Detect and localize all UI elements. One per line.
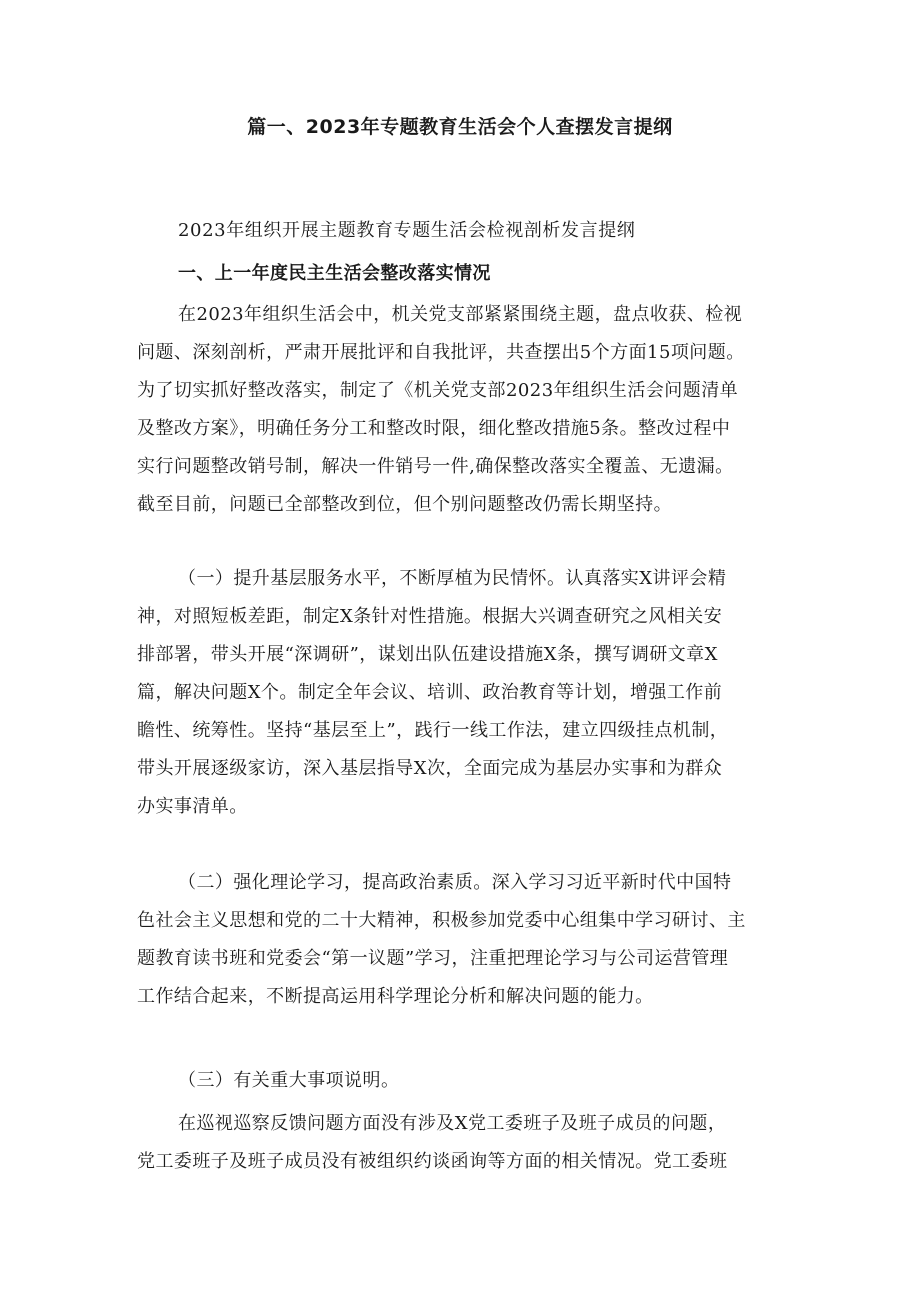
paragraph-line: （一）提升基层服务水平，不断厚植为民情怀。认真落实X讲评会精 [178, 568, 727, 589]
paragraph-item-3 [137, 1062, 787, 1100]
paragraph-line: 为了切实抓好整改落实，制定了《机关党支部2023年组织生活会问题清单 [137, 380, 739, 401]
document-title: 篇一、2023年专题教育生活会个人查摆发言提纲 [247, 116, 673, 138]
paragraph-line: 篇，解决问题X个。制定全年会议、培训、政治教育等计划，增强工作前 [137, 682, 723, 703]
paragraph-line: 题教育读书班和党委会“第一议题”学习，注重把理论学习与公司运营管理 [137, 948, 729, 969]
document-subtitle: 2023年组织开展主题教育专题生活会检视剖析发言提纲 [178, 220, 636, 241]
paragraph-line: 实行问题整改销号制，解决一件销号一件,确保整改落实全覆盖、无遗漏。 [137, 456, 734, 477]
paragraph-rectification [137, 296, 787, 524]
paragraph-line: 截至目前，问题已全部整改到位，但个别问题整改仍需长期坚持。 [137, 494, 673, 515]
paragraph-line: （二）强化理论学习，提高政治素质。深入学习习近平新时代中国特 [178, 872, 732, 893]
paragraph-line: 及整改方案》，明确任务分工和整改时限，细化整改措施5条。整改过程中 [137, 418, 731, 439]
paragraph-item-2 [137, 864, 787, 1016]
section-heading: 一、上一年度民主生活会整改落实情况 [178, 263, 491, 284]
paragraph-inspection [137, 1105, 787, 1181]
paragraph-line: （三）有关重大事项说明。 [178, 1070, 400, 1091]
paragraph-line: 色社会主义思想和党的二十大精神，积极参加党委中心组集中学习研讨、主 [137, 910, 746, 931]
paragraph-line: 神，对照短板差距，制定X条针对性措施。根据大兴调查研究之风相关安 [137, 606, 723, 627]
paragraph-line: 排部署，带头开展“深调研”，谋划出队伍建设措施X条，撰写调研文章X [137, 644, 718, 665]
paragraph-item-1 [137, 560, 787, 826]
paragraph-line: 办实事清单。 [137, 796, 248, 817]
paragraph-line: 带头开展逐级家访，深入基层指导X次，全面完成为基层办实事和为群众 [137, 758, 723, 779]
paragraph-line: 瞻性、统筹性。坚持“基层至上”，践行一线工作法，建立四级挂点机制， [137, 720, 729, 741]
paragraph-line: 在2023年组织生活会中，机关党支部紧紧围绕主题，盘点收获、检视 [178, 304, 743, 325]
paragraph-line: 党工委班子及班子成员没有被组织约谈函询等方面的相关情况。党工委班 [137, 1151, 728, 1172]
paragraph-line: 工作结合起来，不断提高运用科学理论分析和解决问题的能力。 [137, 986, 654, 1007]
paragraph-line: 问题、深刻剖析，严肃开展批评和自我批评，共查摆出5个方面15项问题。 [137, 342, 745, 363]
paragraph-line: 在巡视巡察反馈问题方面没有涉及X党工委班子及班子成员的问题， [178, 1113, 727, 1134]
